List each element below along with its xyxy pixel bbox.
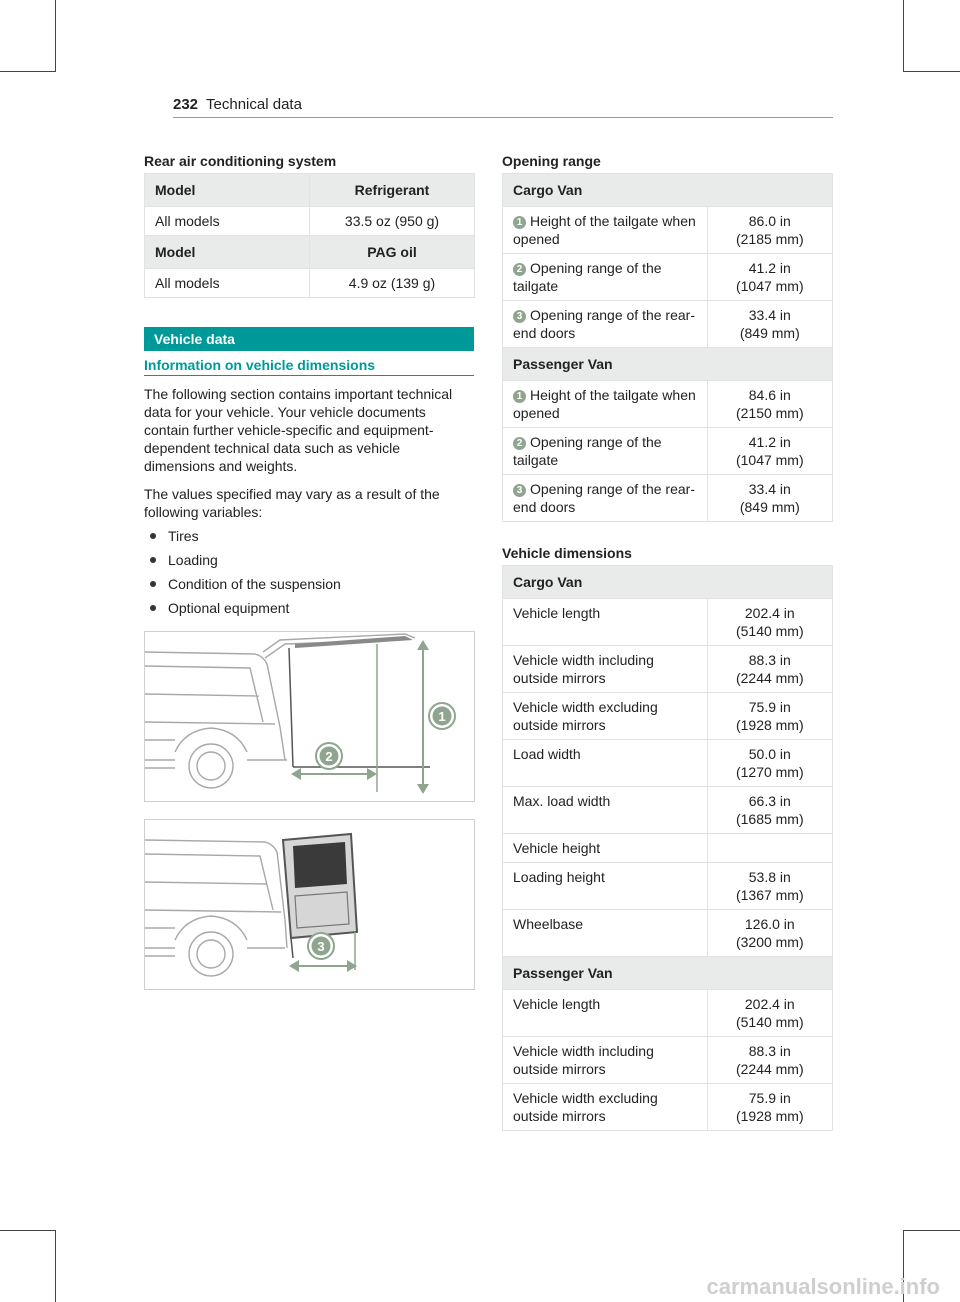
value-imperial: 75.9 in (748, 1090, 791, 1106)
callout-1: 1 (438, 709, 446, 724)
row-label: Height of the tailgate when opened (513, 213, 696, 247)
cell-value: Refrigerant (310, 174, 475, 207)
list-item-text: Optional equipment (168, 600, 290, 616)
cell-label (503, 207, 708, 254)
crop-mark (903, 71, 960, 72)
crop-mark (903, 1230, 960, 1231)
row-label: Vehicle width including outside mirrors (513, 652, 654, 686)
table-row (145, 269, 475, 298)
row-label: Vehicle width excluding outside mirrors (513, 1090, 658, 1124)
callout-number-icon: 1 (513, 216, 526, 229)
variables-paragraph: The values specified may vary as a result of the following variables: (144, 486, 440, 520)
list-item-text: Condition of the suspension (168, 576, 341, 592)
callout-number-icon: 2 (513, 437, 526, 450)
tailgate-illustration (145, 632, 474, 801)
value-imperial: 88.3 in (748, 652, 791, 668)
intro-paragraph: The following section contains important technical data for your vehicle. Your vehicle documents contain further vehicle-specific and equipment-dependent technical data such as vehicle dimensions and weights. (144, 386, 453, 474)
value-metric: (1047 mm) (735, 452, 804, 468)
vehicle-data-band: Vehicle data (144, 327, 474, 351)
bullet-icon (150, 605, 156, 611)
cell-value: PAG oil (310, 236, 475, 269)
rear-ac-title: Rear air conditioning system (144, 153, 337, 169)
tailgate-figure (144, 631, 475, 802)
cell-value: 4.9 oz (139 g) (310, 269, 475, 298)
value-metric: (2185 mm) (735, 231, 804, 247)
cell-label (503, 787, 708, 834)
cell-value (707, 1037, 832, 1084)
subheading-divider (144, 375, 474, 376)
value-imperial: 202.4 in (744, 605, 795, 621)
value-metric: (1928 mm) (735, 717, 804, 733)
value-metric: (3200 mm) (735, 934, 804, 950)
table-row (503, 207, 833, 254)
group-header-row (503, 566, 833, 599)
cell-value (707, 254, 832, 301)
cell-label: Model (145, 236, 310, 269)
watermark: carmanualsonline.info (706, 1274, 940, 1299)
callout-number-icon: 1 (513, 390, 526, 403)
list-item (150, 574, 341, 598)
crop-mark (55, 0, 56, 72)
table-row (503, 254, 833, 301)
row-label: Vehicle length (513, 996, 601, 1012)
value-imperial: 202.4 in (744, 996, 795, 1012)
value-imperial: 33.4 in (748, 481, 791, 497)
table-row (503, 990, 833, 1037)
list-item-text: Tires (168, 528, 199, 544)
group-name: Passenger Van (503, 348, 833, 381)
cell-label (503, 646, 708, 693)
table-header-row (145, 174, 475, 207)
list-item-text: Loading (168, 552, 218, 568)
table-row (503, 910, 833, 957)
variables-list (150, 526, 341, 622)
rear-ac-table (144, 173, 475, 298)
cell-value (707, 834, 832, 863)
value-imperial: 50.0 in (748, 746, 791, 762)
opening-range-table (502, 173, 833, 522)
cell-label (503, 990, 708, 1037)
row-label: Opening range of the rear-end doors (513, 481, 695, 515)
bullet-icon (150, 581, 156, 587)
value-imperial: 75.9 in (748, 699, 791, 715)
cell-label (503, 863, 708, 910)
table-row (503, 693, 833, 740)
cell-value (707, 863, 832, 910)
cell-label (503, 381, 708, 428)
vehicle-dimensions-title: Vehicle dimensions (502, 545, 632, 561)
cell-label: All models (145, 207, 310, 236)
cell-value (707, 990, 832, 1037)
value-imperial: 53.8 in (748, 869, 791, 885)
page-number: 232 (173, 96, 199, 113)
row-label: Vehicle height (513, 840, 601, 856)
table-header-row (145, 236, 475, 269)
bullet-icon (150, 557, 156, 563)
crop-mark (0, 71, 56, 72)
crop-mark (0, 1230, 56, 1231)
value-imperial: 41.2 in (748, 260, 791, 276)
callout-3: 3 (317, 939, 325, 954)
value-imperial: 66.3 in (748, 793, 791, 809)
value-metric: (1928 mm) (735, 1108, 804, 1124)
value-imperial: 126.0 in (744, 916, 795, 932)
crop-mark (903, 0, 904, 72)
table-row (503, 1037, 833, 1084)
cell-value (707, 693, 832, 740)
cell-value (707, 599, 832, 646)
cell-value (707, 740, 832, 787)
value-metric: (2150 mm) (735, 405, 804, 421)
table-row (503, 834, 833, 863)
cell-label: Model (145, 174, 310, 207)
rear-doors-figure (144, 819, 475, 990)
cell-value: 33.5 oz (950 g) (310, 207, 475, 236)
table-row (503, 1084, 833, 1131)
value-metric: (5140 mm) (735, 623, 804, 639)
page-header (173, 96, 833, 116)
row-label: Wheelbase (513, 916, 584, 932)
list-item (150, 526, 341, 550)
table-row (503, 381, 833, 428)
callout-number-icon: 3 (513, 484, 526, 497)
table-row (503, 787, 833, 834)
row-label: Opening range of the tailgate (513, 434, 662, 468)
cell-value (707, 1084, 832, 1131)
cell-value (707, 646, 832, 693)
value-metric: (1367 mm) (735, 887, 804, 903)
cell-label (503, 834, 708, 863)
cell-label (503, 428, 708, 475)
cell-label (503, 1084, 708, 1131)
value-metric: (849 mm) (739, 325, 800, 341)
row-label: Load width (513, 746, 581, 762)
group-name: Cargo Van (503, 174, 833, 207)
callout-2: 2 (325, 749, 333, 764)
row-label: Vehicle width including outside mirrors (513, 1043, 654, 1077)
rear-doors-illustration (145, 820, 474, 989)
table-row (503, 301, 833, 348)
callout-number-icon: 2 (513, 263, 526, 276)
crop-mark (55, 1230, 56, 1302)
value-imperial: 88.3 in (748, 1043, 791, 1059)
cell-label: All models (145, 269, 310, 298)
cell-label (503, 740, 708, 787)
table-row (503, 428, 833, 475)
value-metric: (2244 mm) (735, 670, 804, 686)
value-imperial: 33.4 in (748, 307, 791, 323)
table-row (145, 207, 475, 236)
row-label: Vehicle width excluding outside mirrors (513, 699, 658, 733)
vehicle-dimensions-subheading: Information on vehicle dimensions (144, 357, 376, 373)
group-name: Cargo Van (503, 566, 833, 599)
vehicle-dimensions-table (502, 565, 833, 1131)
cell-value (707, 301, 832, 348)
cell-label (503, 693, 708, 740)
cell-label (503, 475, 708, 522)
cell-value (707, 207, 832, 254)
table-row (503, 863, 833, 910)
opening-range-title: Opening range (502, 153, 601, 169)
table-row (503, 740, 833, 787)
value-imperial: 41.2 in (748, 434, 791, 450)
value-metric: (1270 mm) (735, 764, 804, 780)
header-divider (173, 117, 833, 118)
cell-label (503, 301, 708, 348)
cell-value (707, 475, 832, 522)
row-label: Max. load width (513, 793, 611, 809)
value-metric: (1685 mm) (735, 811, 804, 827)
section-title: Technical data (206, 96, 302, 113)
callout-number-icon: 3 (513, 310, 526, 323)
cell-label (503, 599, 708, 646)
row-label: Opening range of the rear-end doors (513, 307, 695, 341)
value-imperial: 84.6 in (748, 387, 791, 403)
row-label: Height of the tailgate when opened (513, 387, 696, 421)
cell-label (503, 1037, 708, 1084)
group-header-row (503, 174, 833, 207)
value-metric: (5140 mm) (735, 1014, 804, 1030)
group-header-row (503, 348, 833, 381)
cell-label (503, 910, 708, 957)
list-item (150, 550, 341, 574)
list-item (150, 598, 341, 622)
table-row (503, 599, 833, 646)
table-row (503, 475, 833, 522)
value-metric: (849 mm) (739, 499, 800, 515)
group-header-row (503, 957, 833, 990)
table-row (503, 646, 833, 693)
cell-label (503, 254, 708, 301)
group-name: Passenger Van (503, 957, 833, 990)
value-metric: (1047 mm) (735, 278, 804, 294)
cell-value (707, 381, 832, 428)
value-imperial: 86.0 in (748, 213, 791, 229)
cell-value (707, 428, 832, 475)
row-label: Vehicle length (513, 605, 601, 621)
value-metric: (2244 mm) (735, 1061, 804, 1077)
row-label: Opening range of the tailgate (513, 260, 662, 294)
row-label: Loading height (513, 869, 605, 885)
bullet-icon (150, 533, 156, 539)
cell-value (707, 910, 832, 957)
cell-value (707, 787, 832, 834)
